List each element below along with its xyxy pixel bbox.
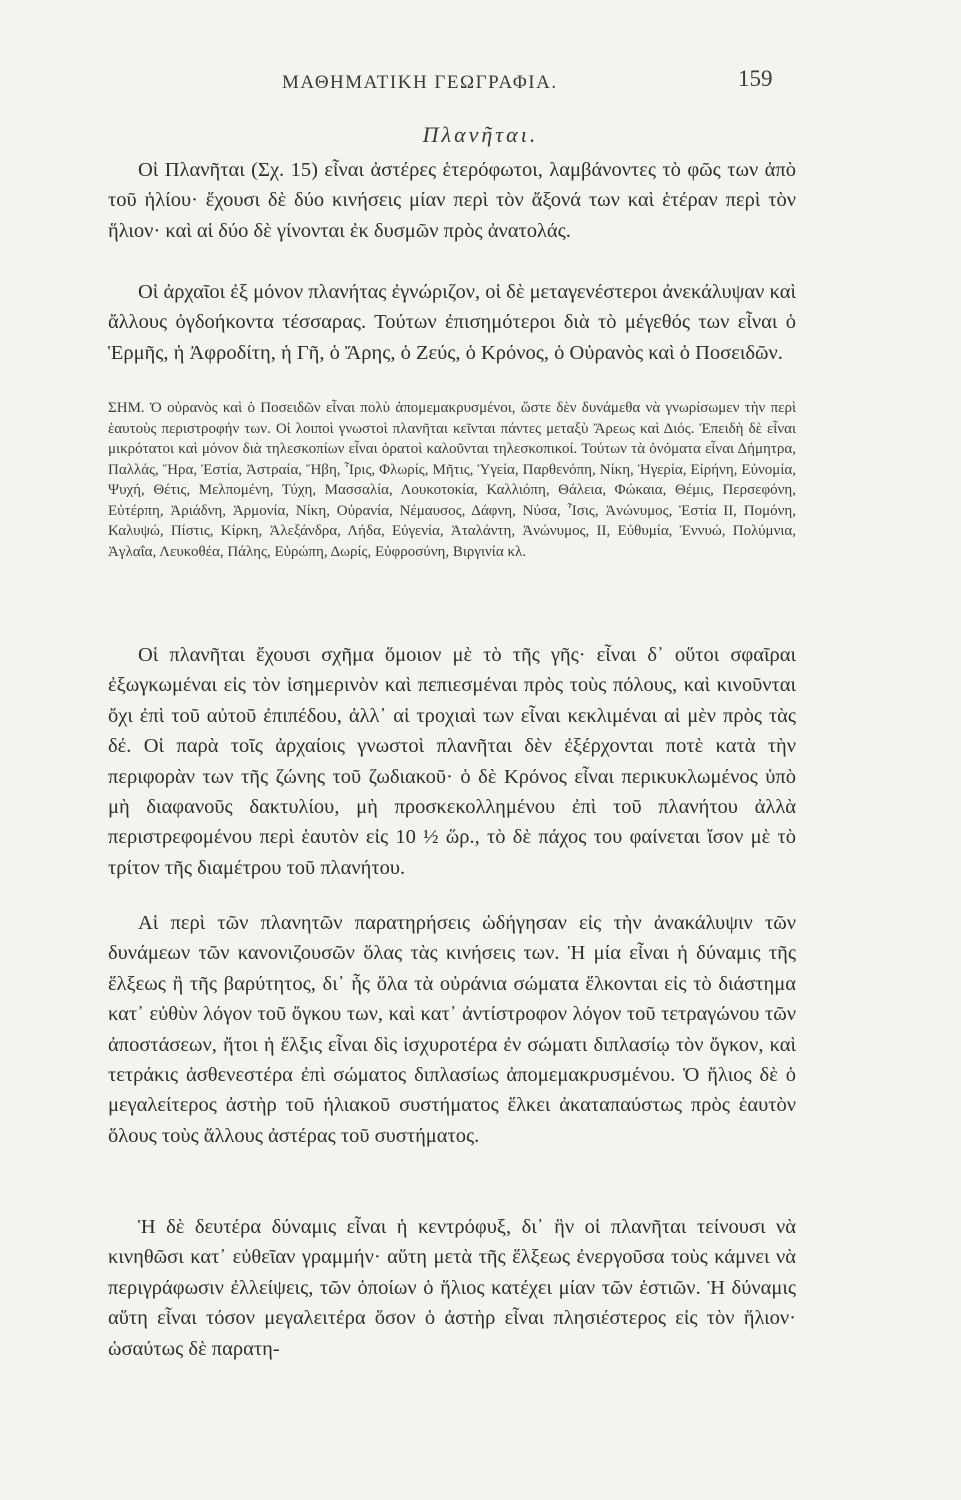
paragraph-3: Οἱ πλανῆται ἔχουσι σχῆμα ὅμοιον μὲ τὸ τῆς γῆς· εἶναι δ᾽ οὕτοι σφαῖραι ἐξωγκωμέναι εἰς τὸν ἰσημερινὸν καὶ πεπιεσμέναι πρὸς τοὺς πόλους, καὶ κινοῦνται ὄχι ἐπὶ τοῦ αὐτοῦ ἐπιπέδου, ἀλλ᾽ αἱ τροχιαὶ των εἶναι κεκλιμέναι αἱ μὲν πρὸς τὰς δέ. Οἱ παρὰ τοῖς ἀρχαίοις γνωστοὶ πλανῆται δὲν ἐξέρχονται ποτὲ κατὰ τὴν περιφορὰν των τῆς ζώνης τοῦ ζωδιακοῦ· ὁ δὲ Κρόνος εἶναι περικυκλωμένος ὑπὸ μὴ διαφανοῦς δακτυλίου, μὴ προσκεκολλημένου ἐπὶ τοῦ πλανήτου ἀλλὰ περιστρεφομένου περὶ ἑαυτὸν εἰς 10 ½ ὥρ., τὸ δὲ πάχος του φαίνεται ἴσον μὲ τὸ τρίτον τῆς διαμέτρου τοῦ πλανήτου. bbox=[108, 644, 796, 879]
running-title: ΜΑΘΗΜΑΤΙΚΗ ΓΕΩΓΡΑΦΙΑ. bbox=[282, 72, 558, 93]
page-number: 159 bbox=[738, 66, 773, 91]
paragraph-2: Οἱ ἀρχαῖοι ἐξ μόνον πλανήτας ἐγνώριζον, οἱ δὲ μεταγενέστεροι ἀνεκάλυψαν καὶ ἄλλους ὀγδοήκοντα τέσσαρας. Τούτων ἐπισημότεροι διὰ τὸ μέγεθός των εἶναι ὁ Ἑρμῆς, ἡ Ἀφροδίτη, ἡ Γῆ, ὁ Ἄρης, ὁ Ζεύς, ὁ Κρόνος, ὁ Οὐρανὸς καὶ ὁ Ποσειδῶν. bbox=[108, 281, 796, 364]
paragraph-5: Ἡ δὲ δευτέρα δύναμις εἶναι ἡ κεντρόφυξ, δι᾽ ἣν οἱ πλανῆται τείνουσι νὰ κινηθῶσι κατ᾽ εὐθεῖαν γραμμήν· αὕτη μετὰ τῆς ἕλξεως ἐνεργοῦσα τοὺς κάμνει νὰ περιγράφωσιν ἐλλείψεις, τῶν ὁποίων ὁ ἥλιος κατέχει μίαν τῶν ἑστιῶν. Ἡ δύναμις αὕτη εἶναι τόσον μεγαλειτέρα ὅσον ὁ ἀστὴρ εἶναι πλησιέστερος εἰς τὸν ἥλιον· ὡσαύτως δὲ παρατη- bbox=[108, 1216, 796, 1360]
paragraph-1: Οἱ Πλανῆται (Σχ. 15) εἶναι ἀστέρες ἑτερόφωτοι, λαμβάνοντες τὸ φῶς των ἀπὸ τοῦ ἡλίου· ἔχουσι δὲ δύο κινήσεις μίαν περὶ τὸν ἄξονά των καὶ ἑτέραν περὶ τὸν ἥλιον· καὶ αἱ δύο δὲ γίνονται ἐκ δυσμῶν πρὸς ἀνατολάς. bbox=[108, 159, 796, 242]
section-title: Πλανῆται. bbox=[422, 122, 539, 147]
footnote: ΣΗΜ. Ὁ οὐρανὸς καὶ ὁ Ποσειδῶν εἶναι πολὺ ἀπομεμακρυσμένοι, ὥστε δὲν δυνάμεθα νὰ γνωρίσωμεν τὴν περὶ ἑαυτοὺς περιστροφήν των. Οἱ λοιποὶ γνωστοὶ πλανῆται κεῖνται πάντες μεταξὺ Ἄρεως καὶ Διός. Ἐπειδὴ δὲ εἶναι μικρότατοι καὶ μόνον διὰ τηλεσκοπίων εἶναι ὁρατοὶ καλοῦνται τηλεσκοπικοί. Τούτων τὰ ὀνόματα εἶναι Δήμητρα, Παλλάς, Ἥρα, Ἑστία, Ἀστραία, Ἥβη, Ἶρις, Φλωρίς, Μῆτις, Ὑγεία, Παρθενόπη, Νίκη, Ἠγερία, Εἰρήνη, Εὐνομία, Ψυχή, Θέτις, Μελπομένη, Τύχη, Μασσαλία, Λουκοτοκία, Καλλιόπη, Θάλεια, Φώκαια, Θέμις, Περσεφόνη, Εὐτέρπη, Ἀριάδνη, Ἁρμονία, Νίκη, Οὐρανία, Νέμαυσος, Δάφνη, Νύσα, Ἶσις, Ἀνώνυμος, Ἑστία ΙΙ, Πομόνη, Καλυψώ, Πίστις, Κίρκη, Ἀλεξάνδρα, Λήδα, Εὐγενία, Ἀταλάντη, Ἀνώνυμος, ΙΙ, Εὐθυμία, Ἐννυώ, Πολύμνια, Ἀγλαΐα, Λευκοθέα, Πάλης, Εὐρώπη, Δωρίς, Εὐφροσύνη, Βιργινία κλ. bbox=[108, 400, 796, 560]
paragraph-4: Αἱ περὶ τῶν πλανητῶν παρατηρήσεις ὡδήγησαν εἰς τὴν ἀνακάλυψιν τῶν δυνάμεων τῶν κανονιζουσῶν ὅλας τὰς κινήσεις των. Ἡ μία εἶναι ἡ δύναμις τῆς ἕλξεως ἢ τῆς βαρύτητος, δι᾽ ἧς ὅλα τὰ οὐράνια σώματα ἕλκονται εἰς τὸ διάστημα κατ᾽ εὐθὺν λόγον τοῦ ὄγκου των, καὶ κατ᾽ ἀντίστροφον λόγον τοῦ τετραγώνου τῶν ἀποστάσεων, ἤτοι ἡ ἕλξις εἶναι δὶς ἰσχυροτέρα ἐν σώματι διπλασίῳ τὸν ὄγκον, καὶ τετράκις ἀσθενεστέρα ἐπὶ σώματος διπλασίως ἀπομεμακρυσμένου. Ὁ ἥλιος δὲ ὁ μεγαλείτερος ἀστὴρ τοῦ ἡλιακοῦ συστήματος ἕλκει ἀκαταπαύστως πρὸς ἑαυτὸν ὅλους τοὺς ἄλλους ἀστέρας τοῦ συστήματος. bbox=[108, 912, 796, 1147]
